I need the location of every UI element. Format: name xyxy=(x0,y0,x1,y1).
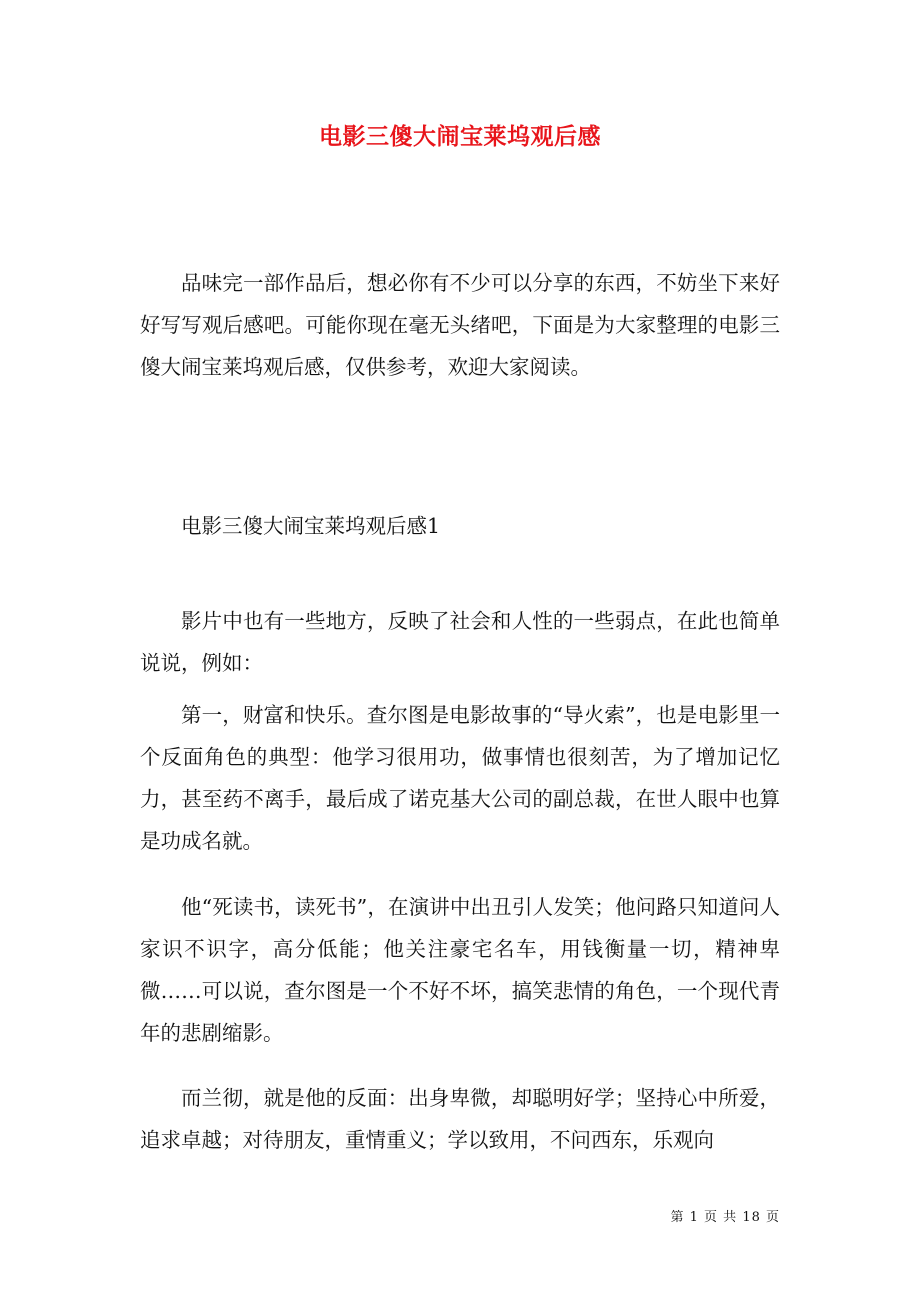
body-paragraph-2: 第一，财富和快乐。查尔图是电影故事的“导火索”，也是电影里一个反面角色的典型：他学习很用功，做事情也很刻苦，为了增加记忆力，甚至药不离手，最后成了诺克基大公司的副总裁，在世人眼中也算是功成名就。 xyxy=(140,703,780,853)
body-paragraph-1: 影片中也有一些地方，反映了社会和人性的一些弱点，在此也简单说说，例如： xyxy=(140,609,780,675)
body-paragraph-3: 他“死读书，读死书”，在演讲中出丑引人发笑；他问路只知道问人家识不识字，高分低能；他关注豪宅名车，用钱衡量一切，精神卑微……可以说，查尔图是一个不好不坏，搞笑悲情的角色，一个现代青年的悲剧缩影。 xyxy=(140,895,780,1045)
document-title: 电影三傻大闹宝莱坞观后感 xyxy=(319,123,601,150)
section-heading: 电影三傻大闹宝莱坞观后感1 xyxy=(181,514,441,538)
body-paragraph-4: 而兰彻，就是他的反面：出身卑微，却聪明好学；坚持心中所爱，追求卓越；对待朋友，重情重义；学以致用，不问西东，乐观向 xyxy=(140,1086,780,1152)
page-number-footer: 第 1 页 共 18 页 xyxy=(670,1210,780,1225)
intro-paragraph: 品味完一部作品后，想必你有不少可以分享的东西，不妨坐下来好好写写观后感吧。可能你现在毫无头绪吧，下面是为大家整理的电影三傻大闹宝莱坞观后感，仅供参考，欢迎大家阅读。 xyxy=(140,271,780,379)
